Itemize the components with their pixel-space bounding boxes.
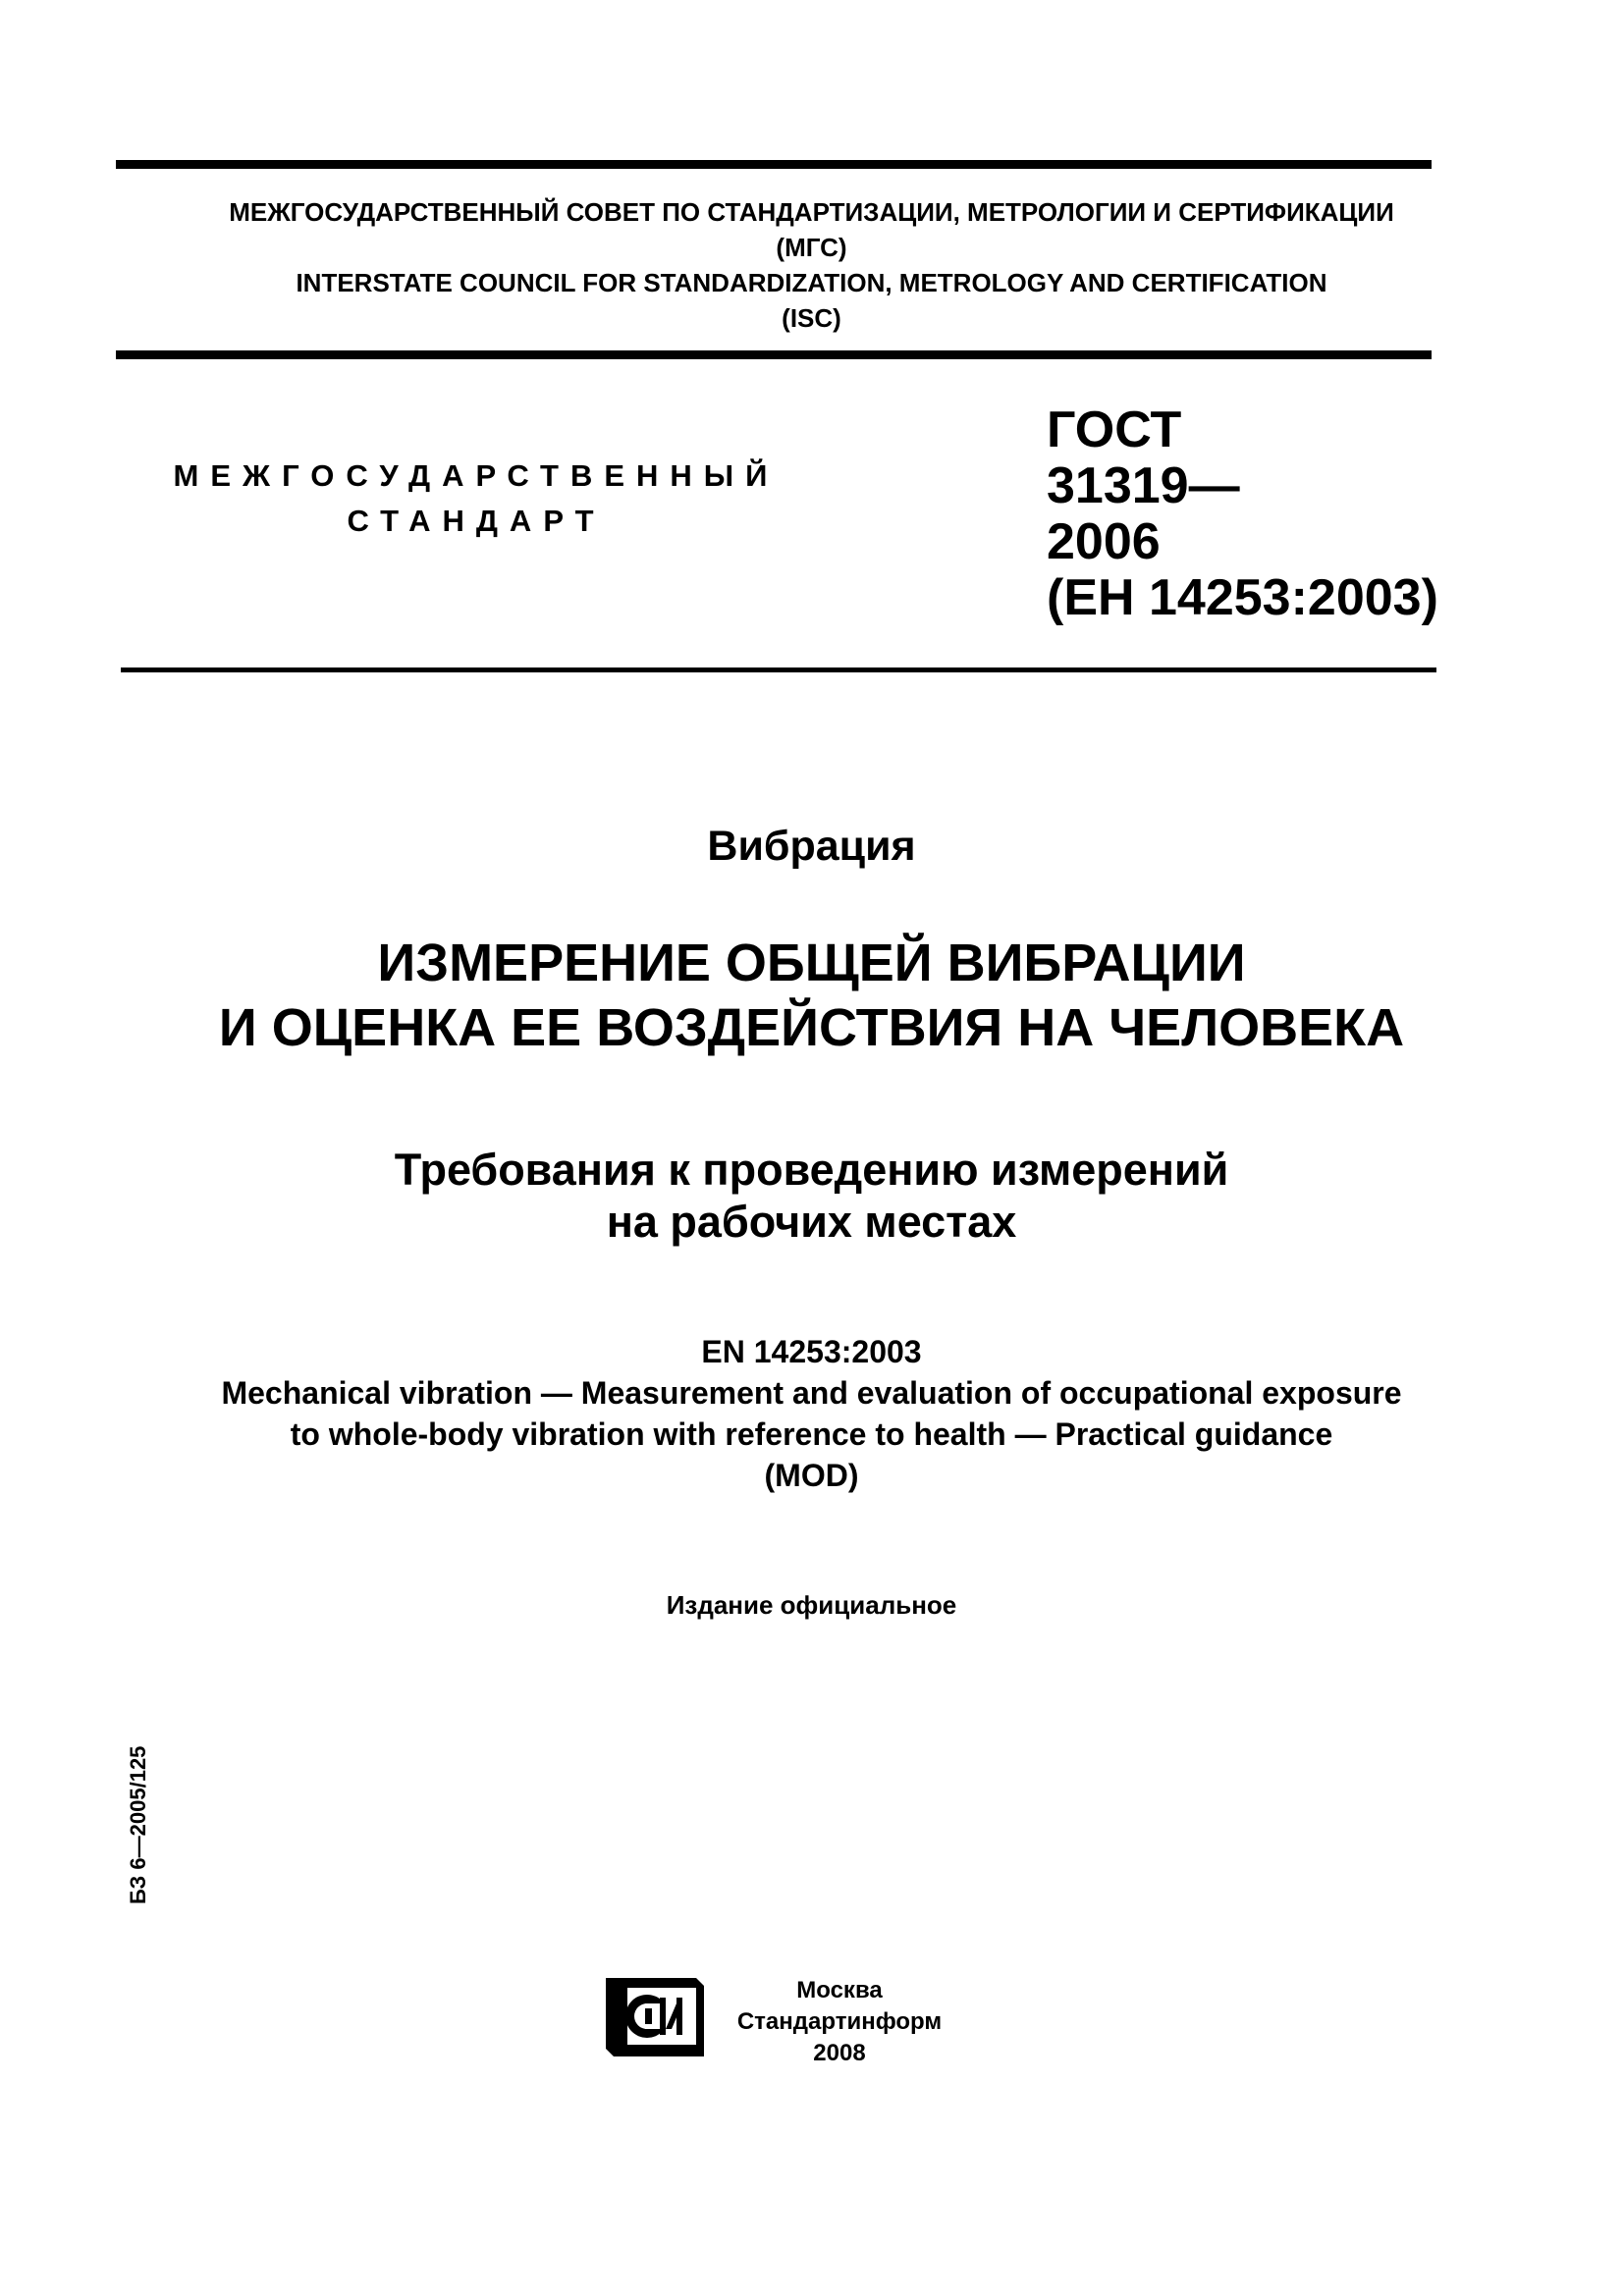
top-rule [116,160,1432,169]
edition-note: Издание официальное [666,1590,957,1620]
main-title-line1: ИЗМЕРЕНИЕ ОБЩЕЙ ВИБРАЦИИ [377,934,1246,992]
council-name-en: INTERSTATE COUNCIL FOR STANDARDIZATION, METROLOGY AND CERTIFICATION [296,268,1327,297]
en-code: EN 14253:2003 [701,1334,922,1369]
standard-type-label [167,454,785,544]
gost-year: 2006 [1047,513,1161,570]
subtitle [0,1144,1623,1248]
main-title [0,931,1623,1060]
main-title-line2: И ОЦЕНКА ЕЕ ВОЗДЕЙСТВИЯ НА ЧЕЛОВЕКА [218,998,1405,1057]
subtitle-line2: на рабочих местах [606,1197,1017,1247]
publisher-year: 2008 [813,2040,866,2066]
gost-label: ГОСТ [1047,401,1182,458]
council-name-ru: МЕЖГОСУДАРСТВЕННЫЙ СОВЕТ ПО СТАНДАРТИЗАЦИИ, МЕТРОЛОГИИ И СЕРТИФИКАЦИИ [229,197,1394,227]
gost-equivalent: (ЕН 14253:2003) [1047,569,1438,626]
standard-type-line1: МЕЖГОСУДАРСТВЕННЫЙ [173,458,780,493]
header-bottom-rule [116,350,1432,359]
en-title-line3: (MOD) [764,1458,859,1493]
topic-title: Вибрация [707,823,916,870]
subtitle-line1: Требования к проведению измерений [394,1145,1229,1195]
council-header [0,194,1623,336]
standartinform-logo-icon [606,1978,704,2056]
gost-number: 31319— [1047,457,1240,514]
en-title-line1: Mechanical vibration — Measurement and evaluation of occupational exposure [221,1375,1402,1411]
en-reference [0,1331,1623,1496]
publisher-city: Москва [796,1977,883,2003]
publisher-name: Стандартинформ [736,2008,943,2035]
council-abbr-en: (ISC) [782,303,841,333]
side-code: БЗ 6—2005/125 [126,1745,150,1904]
standard-type-line2: СТАНДАРТ [347,504,606,538]
council-abbr-ru: (МГС) [776,233,847,262]
publisher-info [717,1975,962,2069]
en-title-line2: to whole-body vibration with reference to health — Practical guidance [290,1416,1333,1452]
designation-bottom-rule [121,667,1436,672]
gost-designation [1047,402,1438,626]
